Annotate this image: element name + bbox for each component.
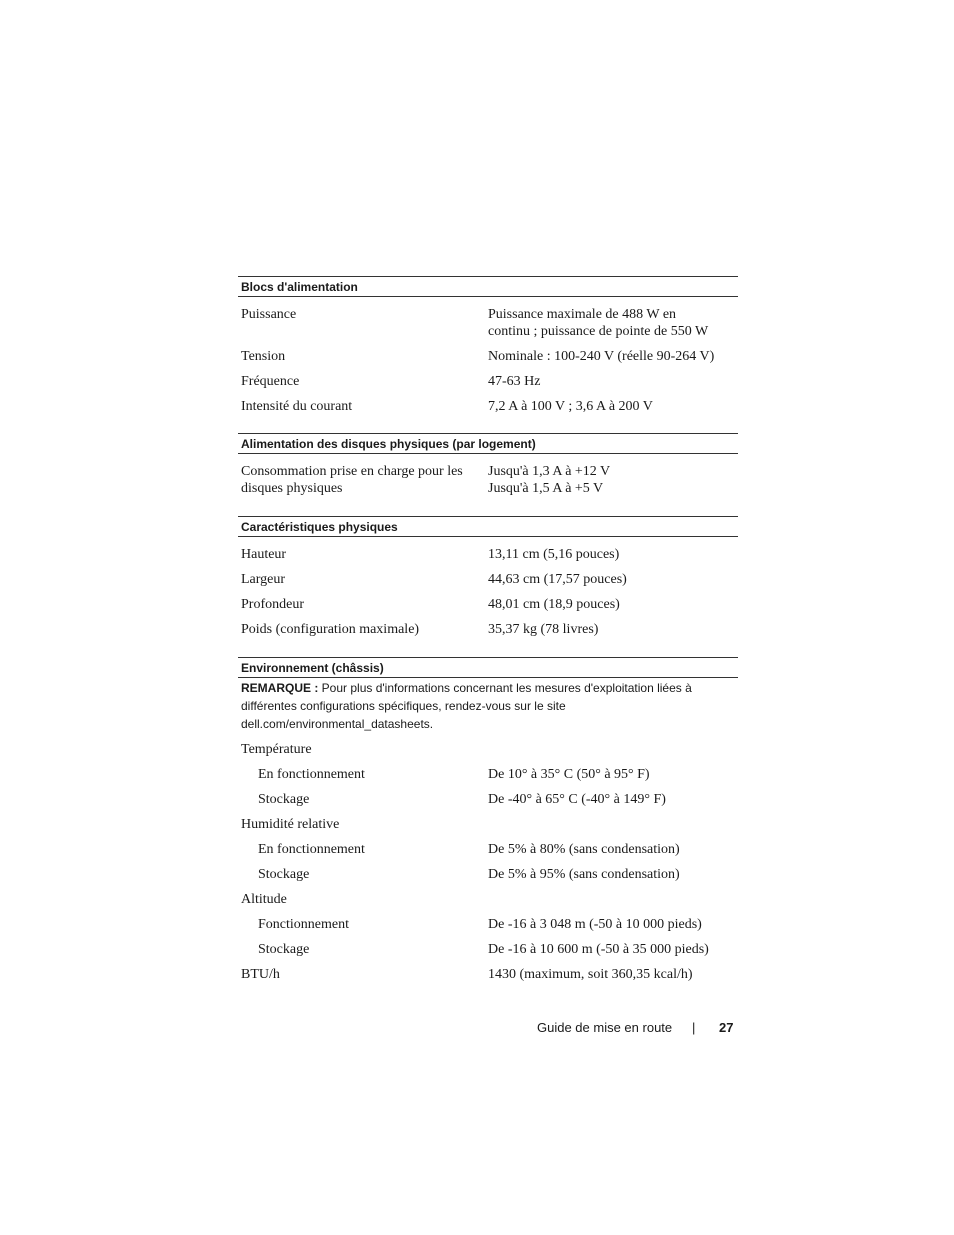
spec-row (238, 348, 738, 365)
spec-value: 44,63 cm (17,57 pouces) (488, 572, 627, 587)
footer-separator: | (692, 1020, 696, 1035)
section-title-environment: Environnement (châssis) (238, 657, 738, 678)
spec-row (238, 866, 738, 883)
spec-label: En fonctionnement (258, 767, 365, 782)
note (238, 678, 738, 733)
spec-label: Stockage (258, 792, 310, 807)
spec-label: Profondeur (241, 597, 304, 612)
spec-value: Nominale : 100-240 V (réelle 90-264 V) (488, 349, 715, 364)
spec-value: 35,37 kg (78 livres) (488, 622, 599, 637)
spec-value: 1430 (maximum, soit 360,35 kcal/h) (488, 967, 693, 982)
spec-row (238, 463, 738, 497)
spec-row (238, 398, 738, 415)
spec-value: De 10° à 35° C (50° à 95° F) (488, 767, 650, 782)
group-title-humidity: Humidité relative (241, 817, 340, 832)
note-text: Pour plus d'informations concernant les mesures d'exploitation liées à différentes configurations spécifiques, rendez-vous sur le site (241, 681, 692, 713)
note-suffix: . (429, 717, 434, 731)
page-footer (537, 1020, 734, 1035)
drive-power-rows (238, 454, 738, 497)
spec-value: De -16 à 3 048 m (-50 à 10 000 pieds) (488, 917, 702, 932)
physical-rows (238, 537, 738, 638)
spec-label: Puissance (241, 307, 297, 322)
section-title-power-supplies: Blocs d'alimentation (238, 276, 738, 297)
spec-label: BTU/h (241, 967, 280, 982)
spec-row (238, 306, 738, 340)
power-supplies-rows (238, 297, 738, 415)
page-number: 27 (719, 1020, 734, 1035)
spec-value: De -40° à 65° C (-40° à 149° F) (488, 792, 666, 807)
spec-label: Consommation prise en charge pour les disques physiques (241, 464, 463, 496)
spec-label: Tension (241, 349, 286, 364)
spec-value: Puissance maximale de 488 W en continu ; puissance de pointe de 550 W (488, 307, 709, 339)
spec-value: De 5% à 80% (sans condensation) (488, 842, 680, 857)
spec-row (238, 621, 738, 638)
spec-document (238, 276, 738, 983)
spec-label: Fonctionnement (258, 917, 349, 932)
spec-row (238, 766, 738, 783)
spec-value: 7,2 A à 100 V ; 3,6 A à 200 V (488, 399, 653, 414)
spec-label: Stockage (258, 867, 310, 882)
spec-row (238, 546, 738, 563)
spec-label: Stockage (258, 942, 310, 957)
group-title-altitude: Altitude (241, 892, 287, 907)
spec-row (238, 941, 738, 958)
spec-label: En fonctionnement (258, 842, 365, 857)
spec-label: Intensité du courant (241, 399, 353, 414)
spec-value: De -16 à 10 600 m (-50 à 35 000 pieds) (488, 942, 709, 957)
note-link[interactable]: dell.com/environmental_datasheets (241, 717, 430, 731)
spec-row (238, 916, 738, 933)
spec-row (238, 571, 738, 588)
spec-value: De 5% à 95% (sans condensation) (488, 867, 680, 882)
footer-title: Guide de mise en route (537, 1020, 673, 1035)
spec-value: 48,01 cm (18,9 pouces) (488, 597, 620, 612)
spec-value: 47-63 Hz (488, 374, 541, 389)
spec-row (238, 841, 738, 858)
spec-row (238, 791, 738, 808)
spec-label: Poids (configuration maximale) (241, 622, 420, 637)
spec-label: Largeur (241, 572, 286, 587)
group-title-temperature: Température (241, 742, 312, 757)
spec-value: 13,11 cm (5,16 pouces) (488, 547, 620, 562)
spec-row (238, 966, 738, 983)
spec-label: Fréquence (241, 374, 300, 389)
spec-row (238, 373, 738, 390)
note-prefix: REMARQUE : (241, 681, 319, 695)
section-title-physical: Caractéristiques physiques (238, 516, 738, 537)
section-title-drive-power: Alimentation des disques physiques (par logement) (238, 433, 738, 454)
spec-value: Jusqu'à 1,3 A à +12 V Jusqu'à 1,5 A à +5 V (488, 464, 611, 496)
spec-label: Hauteur (241, 547, 287, 562)
spec-row (238, 596, 738, 613)
